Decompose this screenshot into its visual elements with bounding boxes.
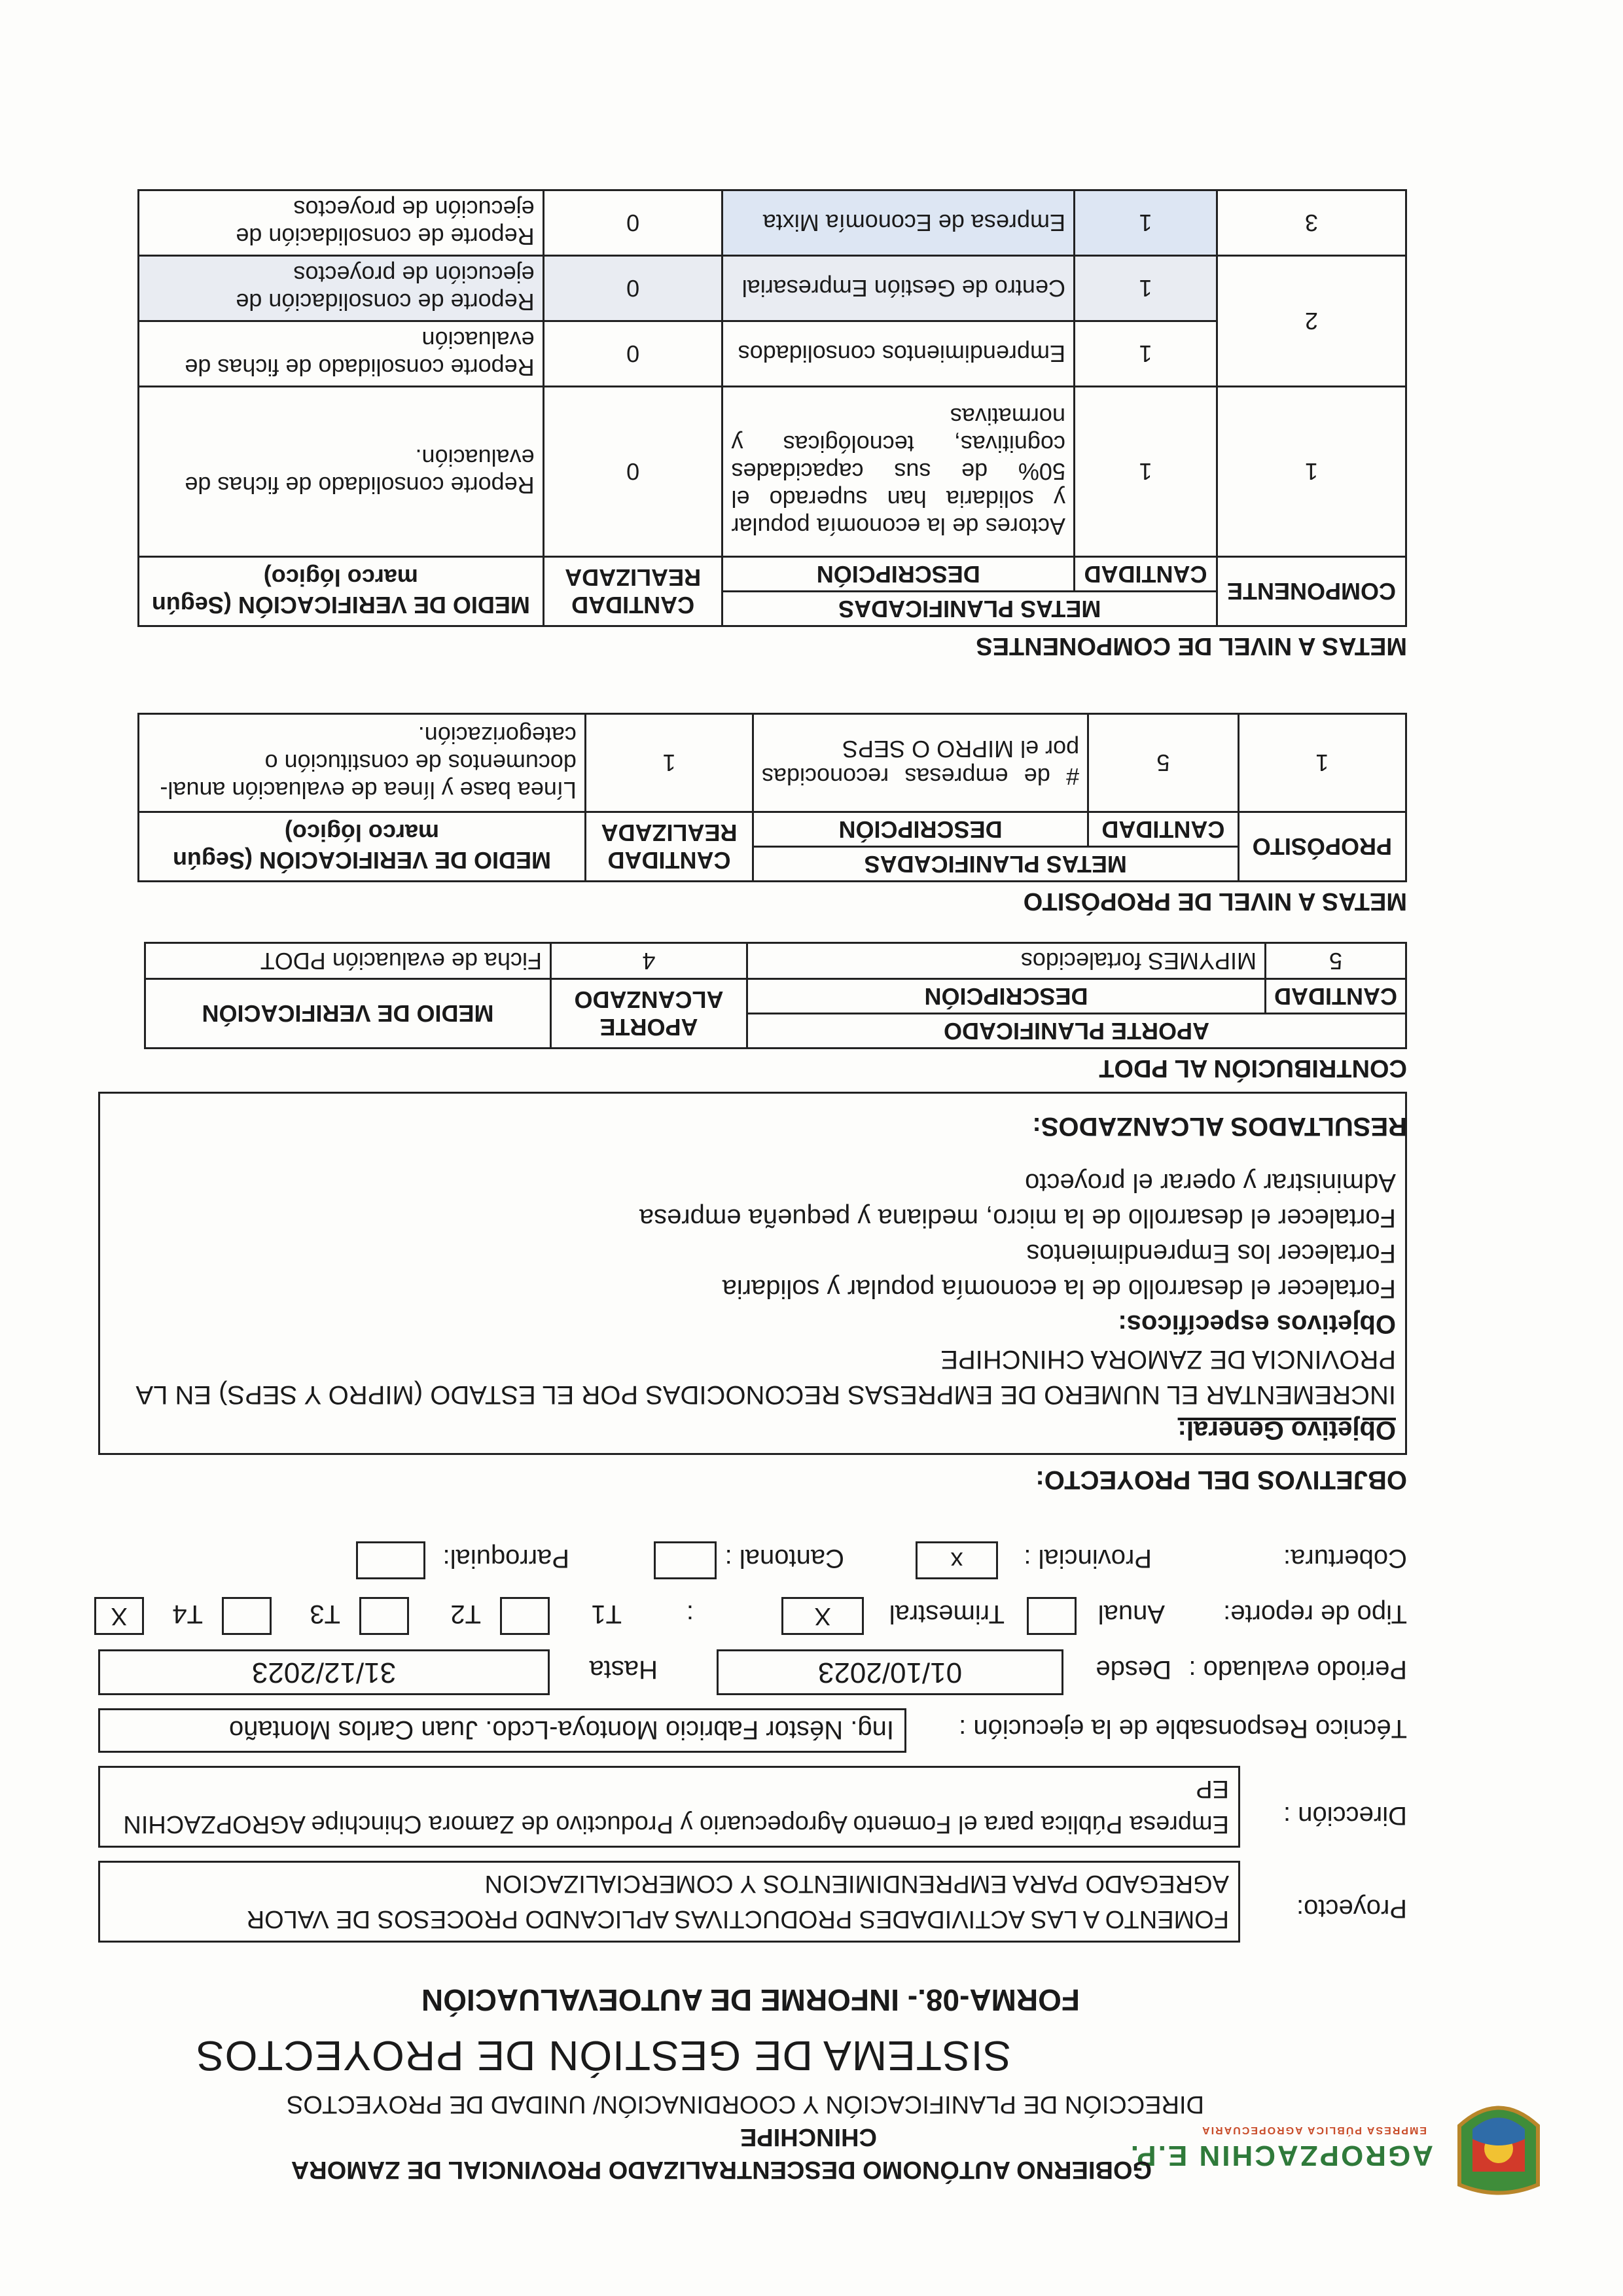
agency-logo-text: AGROPZACHIN E.P. [1128, 2140, 1433, 2172]
componentes-header-realizada: CANTIDAD REALIZADA [543, 557, 722, 626]
trimestral-checkbox[interactable]: X [781, 1597, 864, 1635]
cantonal-label: Cantonal : [724, 1544, 844, 1573]
t2-checkbox[interactable] [359, 1597, 409, 1635]
objetivos-especificos-label: Objetivos específicos: [1118, 1310, 1396, 1338]
pdot-cell-medio: Ficha de evaluación PDOT [145, 943, 551, 979]
componentes-table [137, 189, 1407, 627]
proposito-cell-num: 1 [1238, 714, 1406, 812]
pdot-cell-descripcion: MIPYMES fortalecidos [747, 943, 1266, 979]
objetivo-especifico-item: Fortalecer el desarrollo de la micro, mediana y pequeña empresa [639, 1204, 1396, 1232]
pdot-title: CONTRIBUCIÓN AL PDOT [1099, 1054, 1407, 1082]
agency-logo-subtitle: EMPRESA PÚBLICA AGROPECUARIA [1201, 2125, 1427, 2136]
componentes-header-cantidad: CANTIDAD [1074, 557, 1217, 592]
t3-checkbox[interactable] [222, 1597, 272, 1635]
tipo-reporte-label: Tipo de reporte: [1223, 1600, 1407, 1628]
componentes-title: METAS A NIVEL DE COMPONENTES [976, 632, 1407, 660]
pdot-table [144, 942, 1407, 1049]
componente-cell-num: 2 [1217, 256, 1406, 387]
t4-checkbox[interactable]: X [94, 1597, 144, 1635]
proposito-cell-medio: Línea base y línea de evaluación anual-documentos de constitución o categorización. [139, 714, 586, 812]
proyecto-label: Proyecto: [1296, 1894, 1407, 1923]
pdot-header-cantidad: CANTIDAD [1266, 979, 1406, 1014]
objetivo-general-text: INCREMENTAR EL NUMERO DE EMPRESAS RECONOCIDAS POR EL ESTADO (MIPRO Y SEPS) EN LA PROVINCIA DE ZAMORA CHINCHIPE [137, 1345, 1396, 1409]
proposito-cell-cantidad: 5 [1088, 714, 1238, 812]
componente-cell-num: 1 [1217, 387, 1406, 557]
componentes-header-descripcion: DESCRIPCIÓN [722, 557, 1074, 592]
t3-label: T3 [310, 1600, 340, 1628]
proposito-title: METAS A NIVEL DE PROPÓSITO [1023, 888, 1407, 915]
trimestral-label: Trimestral [889, 1600, 1005, 1628]
cantonal-checkbox[interactable] [654, 1541, 717, 1579]
cobertura-label: Cobertura: [1283, 1544, 1407, 1573]
anual-label: Anual [1097, 1600, 1165, 1628]
coat-of-arms-logo [1453, 2087, 1544, 2198]
objetivo-especifico-item: Fortalecer los Emprendimientos [1026, 1239, 1396, 1268]
proposito-table [137, 713, 1407, 882]
componente-cell-realizada: 0 [543, 321, 722, 387]
componentes-header-medio: MEDIO DE VERIFICACIÓN (Según marco lógico) [139, 557, 544, 626]
componente-cell-medio: Reporte consolidado de fichas de evaluación. [139, 387, 544, 557]
proposito-header-metas: METAS PLANIFICADAS [753, 847, 1238, 882]
componente-cell-medio: Reporte de consolidación de ejecución de proyectos [139, 256, 544, 321]
pdot-header-aporte-alcanzado: APORTE ALCANZADO [551, 979, 747, 1049]
pdot-header-medio: MEDIO DE VERIFICACIÓN [145, 979, 551, 1049]
objetivo-especifico-item: Fortalecer el desarrollo de la economía popular y solidaria [722, 1274, 1396, 1303]
componente-cell-realizada: 0 [543, 256, 722, 321]
t2-label: T2 [450, 1600, 481, 1628]
hasta-value: 31/12/2023 [98, 1649, 550, 1695]
system-title: SISTEMA DE GESTIÓN DE PROYECTOS [195, 2032, 1011, 2079]
desde-value: 01/10/2023 [717, 1649, 1063, 1695]
objetivo-especifico-item: Administrar y operar el proyecto [1025, 1168, 1396, 1197]
objetivo-general-label: Objetivo General: [1177, 1416, 1396, 1444]
componente-cell-cantidad: 1 [1074, 387, 1217, 557]
proposito-cell-descripcion: # de empresas reconocidas por el MIPRO O SEPS [753, 714, 1088, 812]
provincial-checkbox[interactable]: x [916, 1541, 998, 1579]
componentes-header-metas: METAS PLANIFICADAS [722, 592, 1217, 626]
pdot-header-aporte-planificado: APORTE PLANIFICADO [747, 1014, 1406, 1049]
header-line-3: DIRECCIÓN DE PLANIFICACIÓN Y COORDINACIÓN/ UNIDAD DE PROYECTOS [287, 2090, 1204, 2118]
desde-label: Desde [1096, 1655, 1171, 1684]
componente-cell-cantidad: 1 [1074, 321, 1217, 387]
t4-label: T4 [172, 1600, 203, 1628]
proposito-header-medio: MEDIO DE VERIFICACIÓN (Según marco lógico) [139, 812, 586, 882]
t1-checkbox[interactable] [500, 1597, 550, 1635]
componente-cell-realizada: 0 [543, 190, 722, 256]
componente-cell-descripcion: Empresa de Economía Mixta [722, 190, 1074, 256]
pdot-cell-cantidad: 5 [1266, 943, 1406, 979]
parroquial-label: Parroquial: [442, 1544, 569, 1573]
objetivos-box [98, 1092, 1407, 1455]
objetivos-title: OBJETIVOS DEL PROYECTO: [1035, 1465, 1407, 1494]
tecnico-label: Técnico Responsable de la ejecución : [959, 1714, 1407, 1743]
tipo-colon: : [686, 1600, 694, 1628]
proposito-header-descripcion: DESCRIPCIÓN [753, 812, 1088, 847]
pdot-cell-alcanzado: 4 [551, 943, 747, 979]
componente-cell-cantidad: 1 [1074, 256, 1217, 321]
direccion-value: Empresa Pública para el Fomento Agropecuario y Productivo de Zamora Chinchipe AGROPZACHIN EP [98, 1766, 1240, 1848]
proposito-header-cantidad: CANTIDAD [1088, 812, 1238, 847]
tecnico-value: Ing. Néstor Fabricio Montoya-Lcdo. Juan Carlos Montaño [98, 1708, 906, 1753]
componentes-header: COMPONENTE [1217, 557, 1406, 626]
direccion-label: Dirección : [1283, 1801, 1407, 1830]
proposito-header: PROPÓSITO [1238, 812, 1406, 882]
proyecto-value: FOMENTO A LAS ACTIVIDADES PRODUCTIVAS APLICANDO PROCESOS DE VALOR AGREGADO PARA EMPRENDIMIENTOS Y COMERCIALIZACION [98, 1861, 1240, 1943]
form-title: FORMA-08.- INFORME DE AUTOEVALUACIÓN [421, 1983, 1080, 2017]
periodo-label: Periodo evaluado : [1188, 1655, 1407, 1684]
hasta-label: Hasta [589, 1655, 658, 1684]
pdot-header-descripcion: DESCRIPCIÓN [747, 979, 1266, 1014]
proposito-header-realizada: CANTIDAD REALIZADA [585, 812, 753, 882]
proposito-cell-realizada: 1 [585, 714, 753, 812]
componente-cell-descripcion: Emprendimientos consolidados [722, 321, 1074, 387]
provincial-label: Provincial : [1024, 1544, 1152, 1573]
componente-cell-cantidad: 1 [1074, 190, 1217, 256]
componente-cell-realizada: 0 [543, 387, 722, 557]
parroquial-checkbox[interactable] [356, 1541, 425, 1579]
resultados-title: RESULTADOS ALCANZADOS: [1032, 1112, 1407, 1141]
header-line-1: GOBIERNO AUTÓNOMO DESCENTRALIZADO PROVINCIAL DE ZAMORA [291, 2156, 1152, 2183]
componente-cell-medio: Reporte de consolidación de ejecución de proyectos [139, 190, 544, 256]
componente-cell-medio: Reporte consolidado de fichas de evaluación [139, 321, 544, 387]
t1-label: T1 [591, 1600, 622, 1628]
componente-cell-descripcion: Actores de la economía popular y solidaria han superado el 50% de sus capacidades cognitivas, tecnológicas y normativas [722, 387, 1074, 557]
anual-checkbox[interactable] [1027, 1597, 1077, 1635]
componente-cell-num: 3 [1217, 190, 1406, 256]
componente-cell-descripcion: Centro de Gestión Empresarial [722, 256, 1074, 321]
header-line-2: CHINCHIPE [740, 2123, 877, 2151]
